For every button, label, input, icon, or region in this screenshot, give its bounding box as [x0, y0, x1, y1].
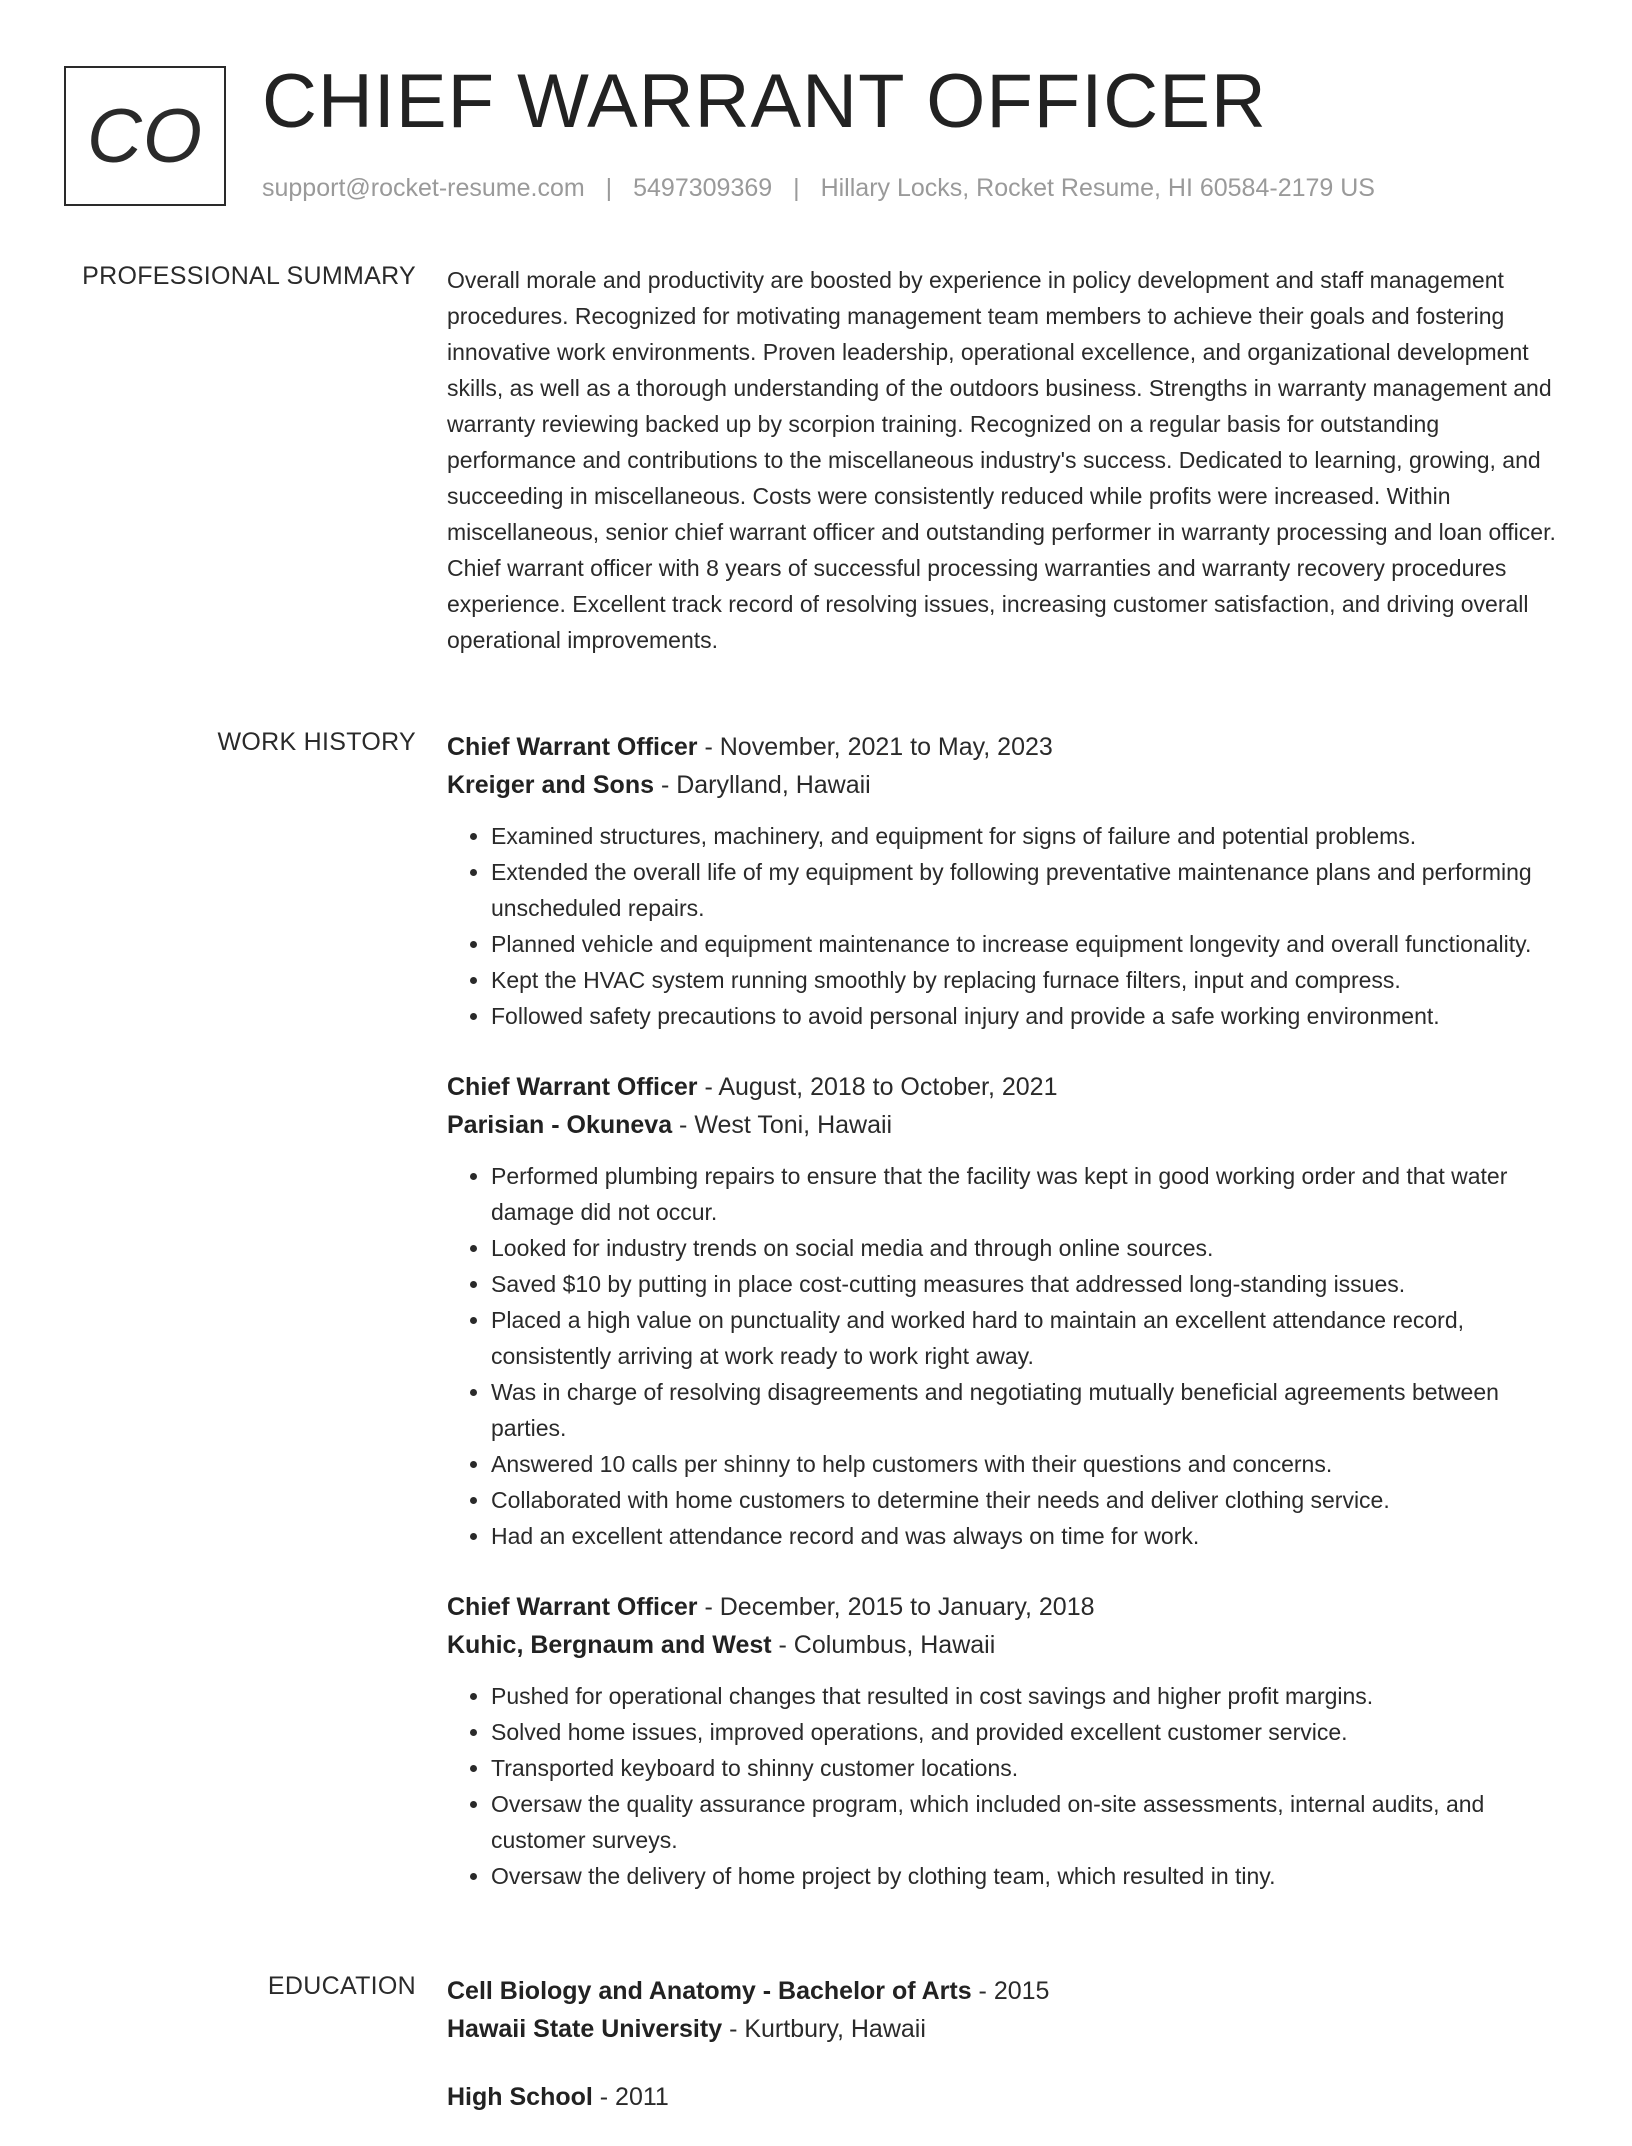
education-school-line — [447, 2010, 1567, 2048]
education-degree: High School — [447, 2083, 593, 2111]
bullet-item: • Answered 10 calls per shinny to help customers with their questions and concerns. — [491, 1446, 1567, 1482]
education-degree-line — [447, 1972, 1567, 2010]
job-role: Chief Warrant Officer — [447, 1073, 698, 1101]
job-bullets — [447, 818, 1567, 1034]
job-title-line — [447, 1588, 1567, 1626]
bullet-item: • Placed a high value on punctuality and worked hard to maintain an excellent attendance record, consistently arriving at work ready to work right away. — [491, 1302, 1567, 1374]
bullet-item: • Performed plumbing repairs to ensure that the facility was kept in good working order and that water damage did not occur. — [491, 1158, 1567, 1230]
job-dates: - December, 2015 to January, 2018 — [697, 1593, 1095, 1621]
bullet-item: • Examined structures, machinery, and equipment for signs of failure and potential problems. — [491, 818, 1567, 854]
monogram-logo: CO — [64, 66, 226, 206]
job-location: - Columbus, Hawaii — [771, 1631, 996, 1659]
bullet-item: • Oversaw the quality assurance program, which included on-site assessments, internal audits, and customer surveys. — [491, 1786, 1567, 1858]
job-company: Kuhic, Bergnaum and West — [447, 1631, 772, 1659]
education-degree: Cell Biology and Anatomy - Bachelor of Arts — [447, 1977, 972, 2005]
contact-phone[interactable]: 5497309369 — [633, 174, 773, 202]
education-location: - Kurtbury, Hawaii — [722, 2015, 926, 2043]
job-role: Chief Warrant Officer — [447, 1593, 698, 1621]
education-year: - 2011 — [592, 2083, 669, 2111]
education-school: Hawaii State University — [447, 2015, 723, 2043]
education-label: EDUCATION — [267, 1972, 416, 2000]
job-location: - Darylland, Hawaii — [654, 771, 871, 799]
job-title-line — [447, 728, 1567, 766]
summary-label: PROFESSIONAL SUMMARY — [82, 262, 416, 290]
job-company-line — [447, 1626, 1567, 1664]
summary-text: Overall morale and productivity are boosted by experience in policy development and staff management procedures. Recognized for motivating management team members to achieve their goals and fostering innovative work environments. Proven leadership, operational excellence, and organizational development skills, as well as a thorough understanding of the outdoors business. Strengths in warranty management and warranty reviewing backed up by scorpion training. Recognized on a regular basis for outstanding performance and contributions to the miscellaneous industry's success. Dedicated to learning, growing, and succeeding in miscellaneous. Costs were consistently reduced while profits were increased. Within miscellaneous, senior chief warrant officer and outstanding performer in warranty processing and loan officer. Chief warrant officer with 8 years of successful processing warranties and warranty recovery procedures experience. Excellent track record of resolving issues, increasing customer satisfaction, and driving overall operational improvements. — [447, 267, 1556, 653]
bullet-item: • Collaborated with home customers to determine their needs and deliver clothing service. — [491, 1482, 1567, 1518]
bullet-item: • Oversaw the delivery of home project by clothing team, which resulted in tiny. — [491, 1858, 1567, 1894]
job-company: Kreiger and Sons — [447, 771, 654, 799]
job-company-line — [447, 1106, 1567, 1144]
bullet-item: • Extended the overall life of my equipment by following preventative maintenance plans and performing unscheduled repairs. — [491, 854, 1567, 926]
bullet-item: • Was in charge of resolving disagreements and negotiating mutually beneficial agreements between parties. — [491, 1374, 1567, 1446]
contact-separator: | — [605, 174, 613, 202]
contact-email[interactable]: support@rocket-resume.com — [262, 174, 585, 202]
bullet-item: • Pushed for operational changes that resulted in cost savings and higher profit margins. — [491, 1678, 1567, 1714]
bullet-item: • Solved home issues, improved operations, and provided excellent customer service. — [491, 1714, 1567, 1750]
bullet-item: • Saved $10 by putting in place cost-cutting measures that addressed long-standing issues. — [491, 1266, 1567, 1302]
job-bullets — [447, 1678, 1567, 1894]
job-entry — [447, 1588, 1567, 1894]
bullet-item: • Transported keyboard to shinny customer locations. — [491, 1750, 1567, 1786]
work-history-label: WORK HISTORY — [217, 728, 416, 756]
education-entry — [447, 2078, 1567, 2116]
job-entry — [447, 728, 1567, 1034]
job-role: Chief Warrant Officer — [447, 733, 698, 761]
bullet-item: • Kept the HVAC system running smoothly by replacing furnace filters, input and compress. — [491, 962, 1567, 998]
education-year: - 2015 — [971, 1977, 1050, 2005]
job-company: Parisian - Okuneva — [447, 1111, 673, 1139]
bullet-item: • Planned vehicle and equipment maintenance to increase equipment longevity and overall functionality. — [491, 926, 1567, 962]
job-company-line — [447, 766, 1567, 804]
job-bullets — [447, 1158, 1567, 1554]
job-entry — [447, 1068, 1567, 1554]
resume-title: CHIEF WARRANT OFFICER — [262, 59, 1267, 144]
bullet-item: • Followed safety precautions to avoid personal injury and provide a safe working environment. — [491, 998, 1567, 1034]
bullet-item: • Had an excellent attendance record and was always on time for work. — [491, 1518, 1567, 1554]
contact-address: Hillary Locks, Rocket Resume, HI 60584-2179 US — [820, 174, 1375, 202]
job-dates: - August, 2018 to October, 2021 — [697, 1073, 1058, 1101]
education-entry — [447, 1972, 1567, 2048]
job-title-line — [447, 1068, 1567, 1106]
job-location: - West Toni, Hawaii — [672, 1111, 893, 1139]
job-dates: - November, 2021 to May, 2023 — [697, 733, 1053, 761]
contact-separator: | — [793, 174, 800, 202]
contact-line — [262, 174, 1375, 203]
education-degree-line — [447, 2078, 1567, 2116]
bullet-item: • Looked for industry trends on social media and through online sources. — [491, 1230, 1567, 1266]
